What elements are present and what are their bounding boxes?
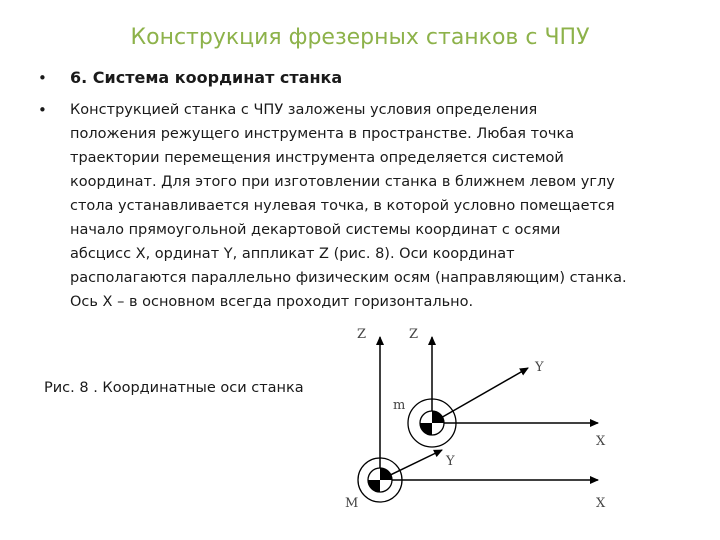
bullet-marker: •	[38, 101, 47, 119]
paragraph-line: абсцисс X, ординат Y, аппликат Z (рис. 8). Оси координат	[70, 246, 515, 262]
coordinate-axes-diagram	[330, 315, 630, 535]
paragraph-line: Ось X – в основном всегда проходит горизонтально.	[70, 294, 474, 310]
tool-y-axis	[432, 368, 528, 423]
bullet-marker: •	[38, 69, 47, 87]
label-x-tool: X	[596, 434, 606, 449]
section-heading: 6. Система координат станка	[70, 68, 343, 87]
paragraph-text	[70, 98, 627, 314]
paragraph-line: Конструкцией станка с ЧПУ заложены условия определения	[70, 102, 538, 118]
label-y-tool: Y	[535, 360, 544, 375]
paragraph-line: траектории перемещения инструмента определяется системой	[70, 150, 564, 166]
paragraph-line: положения режущего инструмента в пространстве. Любая точка	[70, 126, 575, 142]
paragraph-line: располагаются параллельно физическим осям (направляющим) станка.	[70, 270, 627, 286]
slide-title: Конструкция фрезерных станков с ЧПУ	[130, 25, 590, 50]
label-m-tool: m	[393, 398, 406, 413]
label-x-machine: X	[596, 496, 606, 511]
paragraph-line: начало прямоугольной декартовой системы координат с осями	[70, 222, 561, 238]
label-m-machine: M	[345, 496, 359, 511]
label-z-tool: Z	[409, 327, 419, 342]
label-y-machine: Y	[446, 454, 455, 469]
paragraph-line: стола устанавливается нулевая точка, в которой условно помещается	[70, 198, 615, 214]
paragraph-line: координат. Для этого при изготовлении станка в ближнем левом углу	[70, 174, 615, 190]
figure-caption: Рис. 8 . Координатные оси станка	[44, 380, 304, 396]
label-z-machine: Z	[357, 327, 367, 342]
